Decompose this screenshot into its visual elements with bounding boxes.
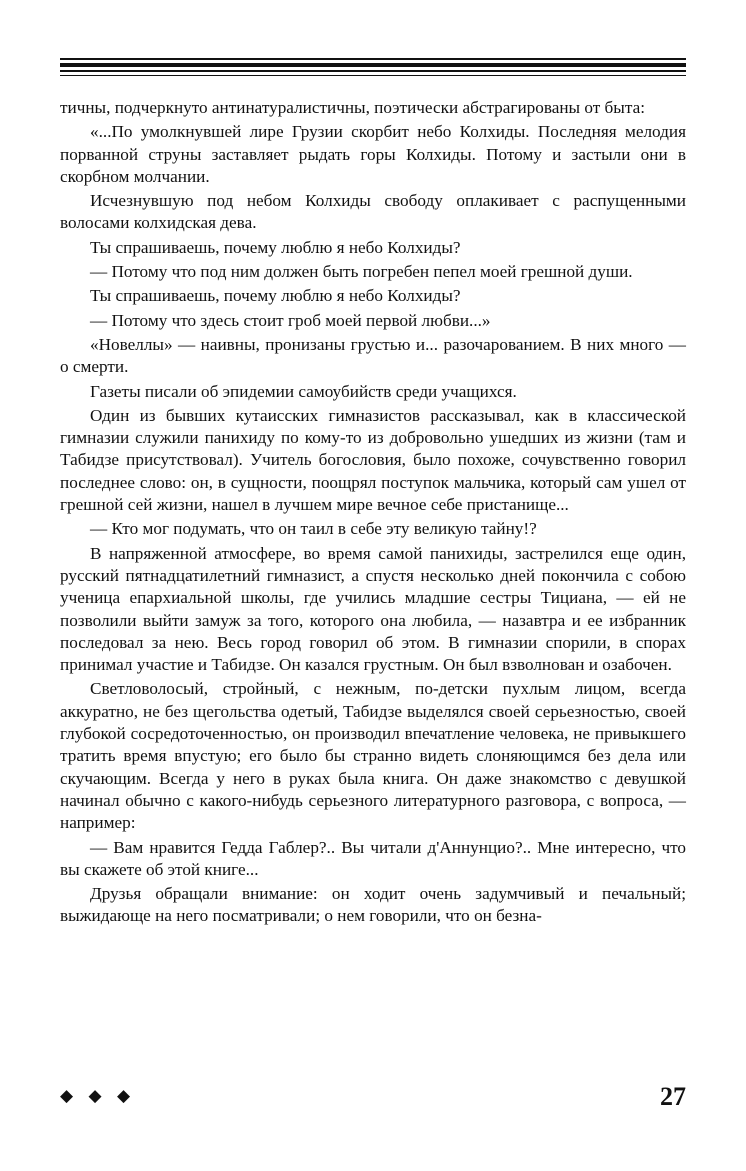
paragraph: Друзья обращали внимание: он ходит очень задумчивый и печальный; выжидающе на него посматривали; о нем говорили, что он безна- — [60, 884, 686, 926]
page-footer — [60, 1082, 686, 1112]
paragraph: Исчезнувшую под небом Колхиды свободу оплакивает с распущенными волосами колхидская дева. — [60, 191, 686, 233]
header-rule-line — [60, 58, 686, 60]
paragraph: — Потому что здесь стоит гроб моей первой любви...» — [90, 310, 491, 330]
paragraph: Ты спрашиваешь, почему люблю я небо Колхиды? — [90, 237, 461, 257]
paragraph: Газеты писали об эпидемии самоубийств среди учащихся. — [90, 381, 517, 401]
paragraph: Ты спрашиваешь, почему люблю я небо Колхиды? — [90, 286, 461, 306]
paragraph: — Кто мог подумать, что он таил в себе эту великую тайну!? — [90, 519, 537, 539]
paragraph: В напряженной атмосфере, во время самой панихиды, застрелился еще один, русский пятнадцатилетний гимназист, а спустя несколько дней покончила с собою ученица епархиальной школы, где учились младшие сестры Тициана, — ей не позволили выйти замуж за того, которого она любила, — назавтра и ее избранник последовал за нею. Весь город говорил об этом. В гимназии спорили, в спорах принимал участие и Табидзе. Он казался грустным. Он был взволнован и озабочен. — [60, 543, 686, 675]
page-number: 27 — [660, 1082, 686, 1111]
header-rule — [60, 58, 686, 79]
footer-ornament: ◆ ◆ ◆ — [60, 1086, 136, 1106]
paragraph: Один из бывших кутаисских гимназистов рассказывал, как в классической гимназии служили панихиду по кому-то из добровольно ушедших из жизни (там и Табидзе присутствовал). Учитель богословия, было похоже, сочувственно говорил последнее слово: он, в сущности, поощрял поступок мальчика, который сам ушел от грешной сей жизни, нашел в лучшем мире вечное себе пристанище... — [60, 405, 686, 515]
page-body — [60, 97, 686, 930]
paragraph: «...По умолкнувшей лире Грузии скорбит небо Колхиды. Последняя мелодия порванной струны заставляет рыдать горы Колхиды. Потому и застыли они в скорбном молчании. — [60, 122, 686, 186]
paragraph: — Вам нравится Гедда Габлер?.. Вы читали д'Аннунцио?.. Мне интересно, что вы скажете об этой книге... — [60, 837, 686, 879]
header-rule-line — [60, 63, 686, 67]
paragraph: «Новеллы» — наивны, пронизаны грустью и... разочарованием. В них много — о смерти. — [60, 334, 686, 377]
header-rule-line — [60, 75, 686, 76]
header-rule-line — [60, 70, 686, 72]
paragraph: — Потому что под ним должен быть погребен пепел моей грешной души. — [90, 262, 633, 282]
paragraph: Светловолосый, стройный, с нежным, по-детски пухлым лицом, всегда аккуратно, не без щегольства одетый, Табидзе выделялся своей серьезностью, своей глубокой сосредоточенностью, он производил впечатление человека, не привыкшего тратить время впустую; его было бы странно видеть слоняющимся без дела или скучающим. Всегда у него в руках была книга. Он даже знакомство с девушкой начинал обычно с какого-нибудь серьезного литературного разговора, с вопроса, — например: — [60, 679, 686, 833]
paragraph: тичны, подчеркнуто антинатуралистичны, поэтически абстрагированы от быта: — [60, 98, 645, 117]
